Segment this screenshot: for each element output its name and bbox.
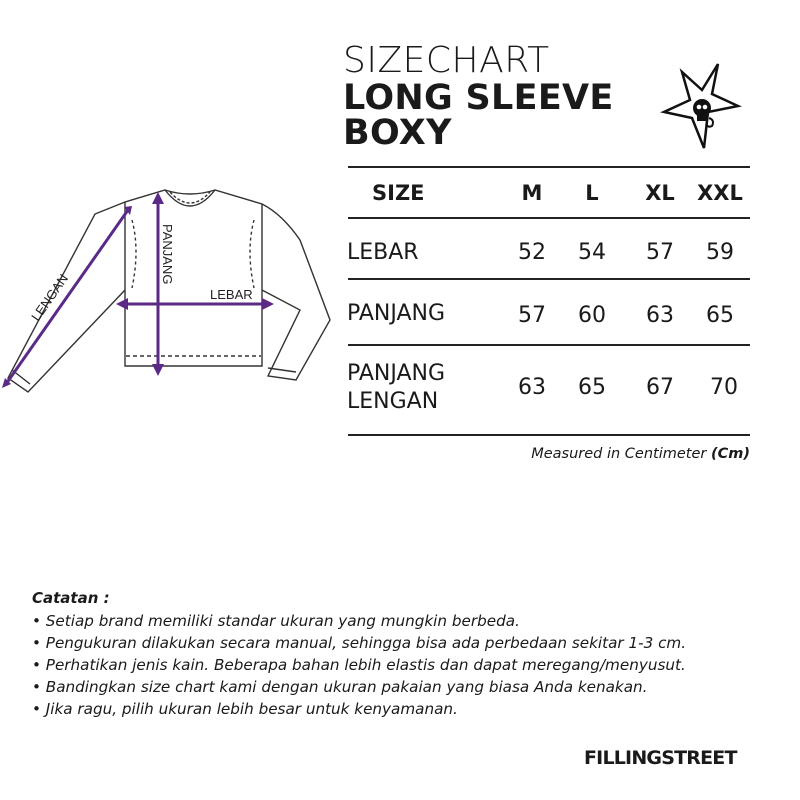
header-l: L xyxy=(585,181,599,205)
cell-value: 57 xyxy=(518,303,546,328)
note-item: • Perhatikan jenis kain. Beberapa bahan lebih elastis dan dapat meregang/menyusut. xyxy=(32,656,686,674)
table-rule xyxy=(348,344,750,346)
notes-title: Catatan : xyxy=(32,589,110,607)
cell-value: 65 xyxy=(706,303,734,328)
title-long-sleeve: LONG SLEEVE xyxy=(343,78,614,118)
row-label: LEBAR xyxy=(347,240,419,265)
note-item: • Setiap brand memiliki standar ukuran yang mungkin berbeda. xyxy=(32,612,520,630)
cell-value: 65 xyxy=(578,375,606,400)
cell-value: 54 xyxy=(578,240,606,265)
panjang-label: PANJANG xyxy=(160,224,175,285)
header-xxl: XXL xyxy=(697,181,743,205)
star-skull-icon xyxy=(660,62,742,150)
cell-value: 63 xyxy=(646,303,674,328)
row-label: PANJANG xyxy=(347,301,446,326)
table-rule xyxy=(348,217,750,219)
lebar-label: LEBAR xyxy=(210,287,253,302)
title-sizechart: SIZECHART xyxy=(343,40,550,81)
row-label-line2: LENGAN xyxy=(347,389,439,414)
cell-value: 63 xyxy=(518,375,546,400)
header-size: SIZE xyxy=(372,181,425,205)
note-item: • Jika ragu, pilih ukuran lebih besar untuk kenyamanan. xyxy=(32,700,458,718)
lengan-label: LENGAN xyxy=(28,271,72,324)
shirt-diagram xyxy=(0,180,340,410)
title-boxy: BOXY xyxy=(343,113,452,153)
cell-value: 57 xyxy=(646,240,674,265)
table-rule-bottom xyxy=(348,434,750,436)
measured-note: Measured in Centimeter (Cm) xyxy=(531,446,750,462)
header-m: M xyxy=(521,181,543,205)
brand-logo: FILLINGSTREET xyxy=(584,747,737,769)
cell-value: 52 xyxy=(518,240,546,265)
table-rule-top xyxy=(348,166,750,168)
table-rule xyxy=(348,278,750,280)
header-xl: XL xyxy=(645,181,675,205)
note-item: • Pengukuran dilakukan secara manual, sehingga bisa ada perbedaan sekitar 1-3 cm. xyxy=(32,634,687,652)
cell-value: 67 xyxy=(646,375,674,400)
cell-value: 70 xyxy=(710,375,738,400)
note-item: • Bandingkan size chart kami dengan ukuran pakaian yang biasa Anda kenakan. xyxy=(32,678,648,696)
row-label: PANJANG xyxy=(347,361,446,386)
cell-value: 60 xyxy=(578,303,606,328)
cell-value: 59 xyxy=(706,240,734,265)
